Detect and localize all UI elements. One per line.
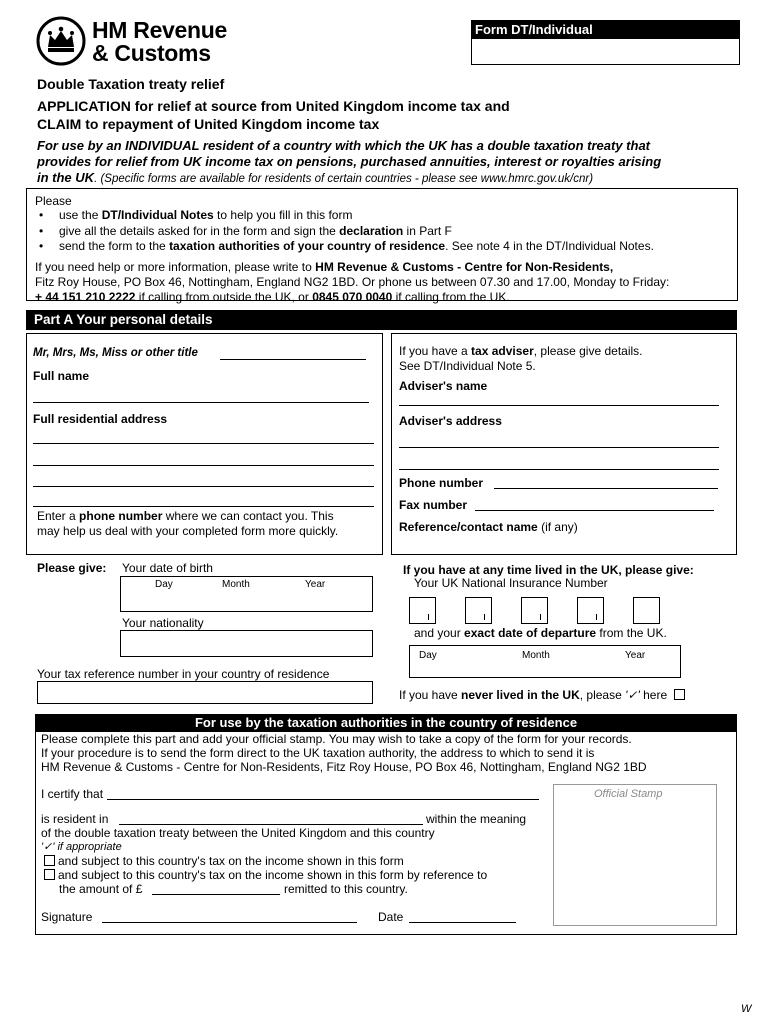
adviser-phone-field[interactable] <box>494 488 718 489</box>
adviser-name-label: Adviser's name <box>399 379 488 393</box>
option-2: and subject to this country's tax on the income shown in this form by reference to <box>44 868 487 882</box>
option-1: and subject to this country's tax on the income shown in this form <box>44 854 404 868</box>
address-field-2[interactable] <box>33 465 374 466</box>
adviser-fax-label: Fax number <box>399 498 468 512</box>
title-label: Mr, Mrs, Ms, Miss or other title <box>33 347 198 359</box>
remitted-label: remitted to this country. <box>284 882 408 896</box>
authority-heading: For use by the taxation authorities in the country of residence <box>35 714 737 731</box>
option-2-checkbox[interactable] <box>44 869 55 880</box>
official-stamp-box <box>553 784 717 926</box>
departure-year-label: Year <box>625 650 646 661</box>
page-mark: W <box>741 1003 752 1015</box>
amount-label: the amount of £ <box>59 882 143 896</box>
address-field-1[interactable] <box>33 443 374 444</box>
nino-box-4[interactable] <box>577 597 604 624</box>
never-lived-checkbox[interactable] <box>674 689 685 700</box>
adviser-address-label: Adviser's address <box>399 414 502 428</box>
tax-ref-label: Your tax reference number in your country of residence <box>37 667 330 681</box>
date-field[interactable] <box>409 922 516 923</box>
never-lived-label: If you have never lived in the UK, please '✓' here <box>399 688 688 702</box>
nino-box-3[interactable] <box>521 597 548 624</box>
form-tag: Form DT/Individual <box>471 20 740 38</box>
option-1-checkbox[interactable] <box>44 855 55 866</box>
instruction-item: • give all the details asked for in the form and sign the declaration in Part F <box>35 224 729 240</box>
help-text: If you need help or more information, please write to HM Revenue & Customs - Centre for Non-Residents, Fitz Roy House, PO Box 46, Nottingham, England NG2 1BD. Or phone us between 07.30 and 17.00, Monday to Friday: + 44 151 210 2222 if calling from outside the UK, or 0845 070 0040 if calling from the UK. <box>35 259 670 304</box>
crown-icon <box>36 16 86 66</box>
nino-box-1[interactable] <box>409 597 436 624</box>
departure-day-label: Day <box>419 650 437 661</box>
instructions-box <box>26 188 738 304</box>
if-appropriate-label: '✓' if appropriate <box>41 841 122 853</box>
instructions-list <box>35 208 729 255</box>
adviser-phone-label: Phone number <box>399 476 484 490</box>
amount-field[interactable] <box>152 894 280 895</box>
please-give-label: Please give: <box>37 561 107 575</box>
org-name-line2: & Customs <box>92 40 211 66</box>
resident-in-label: is resident in <box>41 812 109 826</box>
dob-month-label: Month <box>222 579 250 590</box>
tax-ref-input[interactable] <box>37 681 373 704</box>
address-field-3[interactable] <box>33 486 374 487</box>
nino-box-5[interactable] <box>633 597 660 624</box>
address-label: Full residential address <box>33 412 168 426</box>
instruction-item: • send the form to the taxation authorities of your country of residence. See note 4 in the DT/Individual Notes. <box>35 239 729 255</box>
org-name-line1: HM Revenue <box>92 17 228 43</box>
date-label: Date <box>378 910 404 924</box>
dob-day-label: Day <box>155 579 173 590</box>
title-line3: CLAIM to repayment of United Kingdom income tax <box>37 116 380 132</box>
tick-mark: '✓' <box>625 688 640 702</box>
certify-label: I certify that <box>41 787 104 801</box>
adviser-name-field[interactable] <box>399 405 719 406</box>
treaty-label: of the double taxation treaty between the United Kingdom and this country <box>41 826 435 840</box>
dob-year-label: Year <box>305 579 326 590</box>
dob-label: Your date of birth <box>122 561 213 575</box>
certify-field[interactable] <box>107 799 539 800</box>
instruction-item: • use the DT/Individual Notes to help you fill in this form <box>35 208 729 224</box>
official-stamp-label: Official Stamp <box>594 788 663 800</box>
form-tag-box <box>471 38 740 65</box>
resident-country-field[interactable] <box>119 824 423 825</box>
title-line1: Double Taxation treaty relief <box>37 76 225 92</box>
full-name-field[interactable] <box>33 402 369 403</box>
instructions-please: Please <box>35 194 72 208</box>
nino-label: Your UK National Insurance Number <box>414 576 608 590</box>
intro-line3: in the UK. (Specific forms are available for residents of certain countries - please see www.hmrc.gov.uk/cnr) <box>37 170 594 185</box>
phone-note: Enter a phone number where we can contact you. This may help us deal with your completed form more quickly. <box>37 509 339 538</box>
title-field[interactable] <box>220 359 366 360</box>
departure-label: and your exact date of departure from the UK. <box>414 626 667 640</box>
signature-label: Signature <box>41 910 93 924</box>
authority-intro: Please complete this part and add your official stamp. You may wish to take a copy of the form for your records. If your procedure is to send the form direct to the UK taxation authority, the address to which to send it is HM Revenue & Customs - Centre for Non-Residents, Fitz Roy House, PO Box 46, Nottingham, England NG2 1BD <box>41 732 647 774</box>
hmrc-logo <box>36 16 236 66</box>
phone-field[interactable] <box>33 506 374 507</box>
part-a-heading: Part A Your personal details <box>26 310 737 330</box>
signature-field[interactable] <box>102 922 357 923</box>
intro-line2: provides for relief from UK income tax on pensions, purchased annuities, interest or royalties arising <box>37 154 662 169</box>
intro-line1: For use by an INDIVIDUAL resident of a country with which the UK has a double taxation treaty that <box>37 138 651 153</box>
adviser-intro: If you have a tax adviser, please give details. See DT/Individual Note 5. <box>399 344 643 373</box>
nationality-input[interactable] <box>120 630 373 657</box>
adviser-ref-label: Reference/contact name (if any) <box>399 520 578 534</box>
adviser-address-field-1[interactable] <box>399 447 719 448</box>
title-line2: APPLICATION for relief at source from United Kingdom income tax and <box>37 98 510 114</box>
lived-uk-label: If you have at any time lived in the UK, please give: <box>403 563 694 577</box>
full-name-label: Full name <box>33 369 90 383</box>
nino-box-2[interactable] <box>465 597 492 624</box>
adviser-address-field-2[interactable] <box>399 469 719 470</box>
within-label: within the meaning <box>426 812 527 826</box>
adviser-fax-field[interactable] <box>475 510 714 511</box>
nationality-label: Your nationality <box>122 616 204 630</box>
departure-month-label: Month <box>522 650 550 661</box>
